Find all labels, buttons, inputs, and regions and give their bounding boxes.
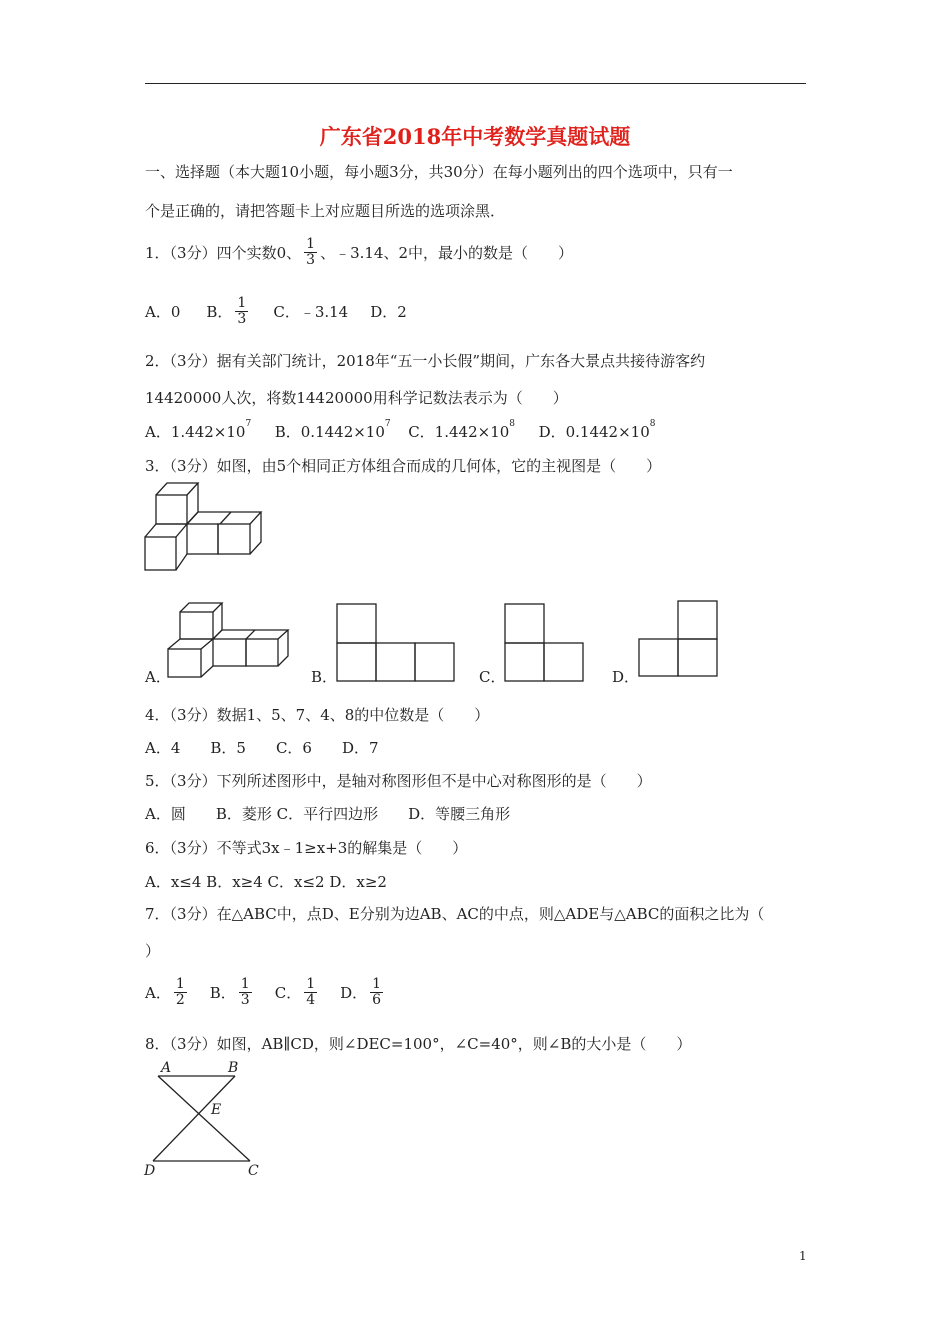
q1-options: [145, 296, 407, 326]
q1-option-b-den: 3: [237, 310, 247, 327]
q3-cube-top: [156, 483, 198, 524]
q1-frac-num: 1: [306, 236, 316, 252]
q3-option-d-label: D．: [612, 668, 640, 686]
q7-option-b: B．: [209, 983, 236, 1002]
section-instructions-line2: 个是正确的，请把答题卡上对应题目所选的选项涂黑．: [145, 202, 506, 220]
q1-fraction: [304, 237, 317, 267]
q7-option-d-fraction: $\frac{1}{6}$: [372, 976, 382, 1008]
q1-stem-pre: 1．（3分）四个实数0、: [145, 243, 302, 262]
q7-option-c: C．: [274, 983, 302, 1002]
q8-geometry-figure: [140, 1058, 270, 1183]
q1-option-a: A．0: [145, 302, 181, 321]
q3-option-a-label: A．: [145, 668, 171, 686]
q5-options: A．圆 B．菱形 C．平行四边形 D．等腰三角形: [145, 805, 511, 823]
point-e-label: E: [211, 1102, 222, 1118]
q2-option-c: C．$1.442\times 10^8$: [408, 419, 516, 441]
q7-option-a: A．: [145, 983, 171, 1002]
q3-solid-figure: [143, 480, 268, 575]
q4-options: A．4 B．5 C．6 D．7: [145, 739, 379, 757]
q3-option-c-label: C．: [479, 668, 506, 686]
q2-option-b: B．$0.1442\times 10^7$: [274, 419, 391, 441]
q1-option-d: D．2: [370, 302, 407, 321]
q2-option-d: D．$0.1442\times 10^8$: [538, 419, 656, 441]
question-6: 6．（3分）不等式3x﹣1≥x+3的解集是（ ）: [145, 839, 468, 857]
q7-option-c-fraction: $\frac{1}{4}$: [306, 976, 316, 1008]
page-title: 广东省2018年中考数学真题试题: [319, 124, 631, 149]
point-d-label: D: [144, 1163, 156, 1179]
q6-options: A．x≤4 B．x≥4 C．x≤2 D．x≥2: [145, 873, 387, 891]
q1-frac-den: 3: [306, 251, 316, 268]
q2-option-a: A．$1.442\times 10^7$: [145, 419, 252, 441]
q7-option-b-fraction: $\frac{1}{3}$: [240, 976, 250, 1008]
question-2-line1: 2．（3分）据有关部门统计，2018年“五一小长假”期间，广东各大景点共接待游客约: [145, 352, 706, 370]
q7-option-a-fraction: $\frac{1}{2}$: [175, 976, 185, 1008]
question-7-line2: ）: [145, 942, 161, 960]
page-number: 1: [799, 1249, 807, 1263]
q3-option-d-figure: [636, 598, 722, 680]
q3-option-b-figure: [334, 601, 458, 683]
question-7-line1: 7．（3分）在△ABC中，点D、E分别为边AB、AC的中点，则△ADE与△ABC的面积之比为（: [145, 905, 765, 923]
section-instructions-line1: 一、选择题（本大题10小题，每小题3分，共30分）在每小题列出的四个选项中，只有一: [145, 163, 733, 181]
q1-option-c: C．﹣3.14: [273, 302, 349, 321]
q1-option-b-num: 1: [237, 295, 247, 311]
q3-option-c-figure: [502, 601, 588, 683]
question-1: [145, 237, 573, 267]
header-rule: [145, 83, 806, 84]
point-c-label: C: [248, 1163, 259, 1179]
q3-cubes-front-row: [145, 524, 250, 570]
q7-options: [145, 977, 386, 1007]
point-b-label: B: [228, 1060, 239, 1076]
question-8: 8．（3分）如图，AB∥CD，则∠DEC=100°，∠C=40°，则∠B的大小是（ ）: [145, 1035, 692, 1053]
q7-option-d: D．: [340, 983, 368, 1002]
q3-option-a-figure: [165, 600, 295, 682]
q2-options: [145, 421, 655, 442]
question-3: 3．（3分）如图，由5个相同正方体组合而成的几何体，它的主视图是（ ）: [145, 457, 662, 475]
question-2-line2: 14420000人次，将数14420000用科学记数法表示为（ ）: [145, 389, 568, 407]
q1-stem-post: 、﹣3.14、2中，最小的数是（ ）: [320, 243, 574, 262]
q3-option-b-label: B．: [311, 668, 338, 686]
question-4: 4．（3分）数据1、5、7、4、8的中位数是（ ）: [145, 706, 490, 724]
point-a-label: A: [161, 1060, 172, 1076]
q1-option-b: B．: [206, 302, 233, 321]
question-5: 5．（3分）下列所述图形中，是轴对称图形但不是中心对称图形的是（ ）: [145, 772, 652, 790]
q1-option-b-fraction: [235, 296, 248, 326]
segment-bd: [153, 1076, 235, 1161]
segment-ac: [158, 1076, 250, 1161]
